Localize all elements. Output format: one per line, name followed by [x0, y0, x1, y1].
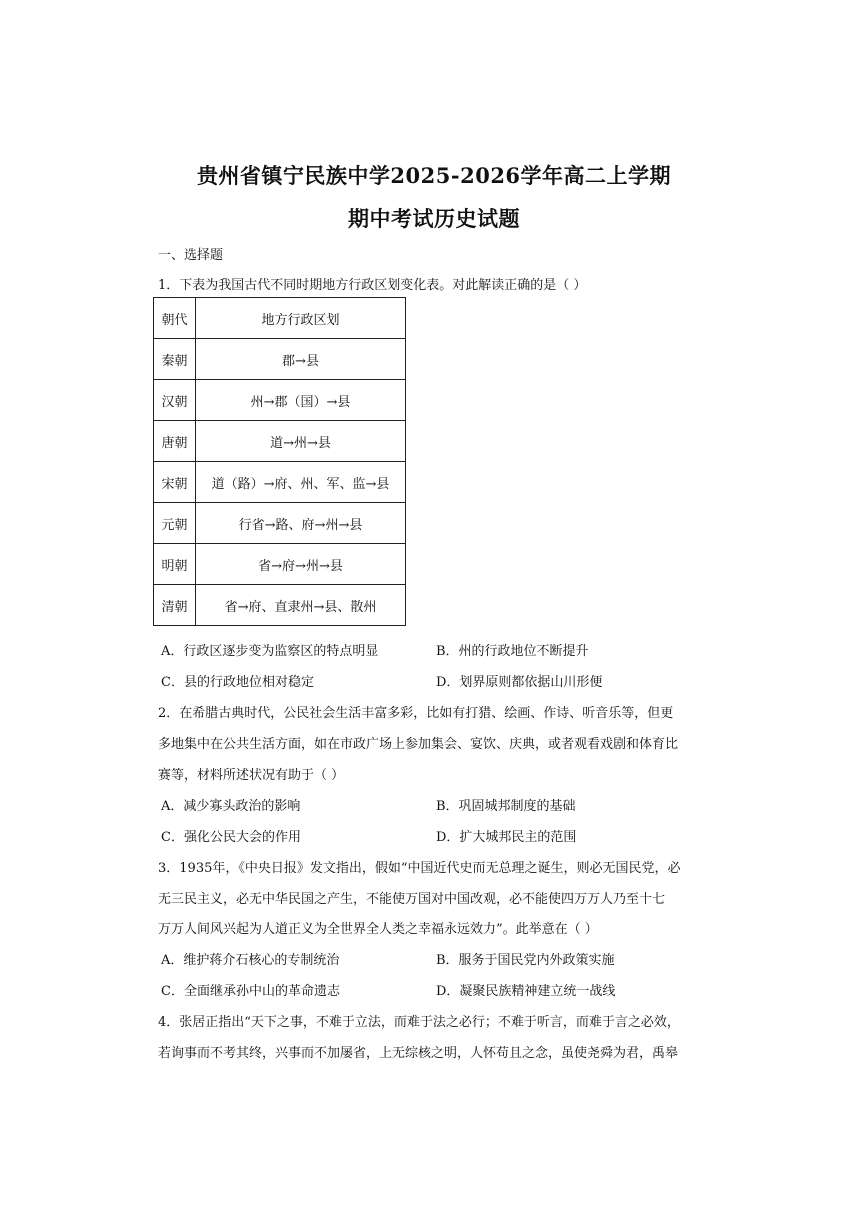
table-row — [154, 462, 406, 503]
admin-division-table — [153, 297, 406, 626]
q1-option-d: D．划界原则都依据山川形便 — [436, 675, 603, 690]
question-2-line: 多地集中在公共生活方面，如在市政广场上参加集会、宴饮、庆典，或者观看戏剧和体育比 — [158, 737, 679, 752]
table-cell: 行省→路、府→州→县 — [196, 503, 406, 544]
table-row — [154, 503, 406, 544]
table-cell: 宋朝 — [154, 462, 196, 503]
table-cell: 明朝 — [154, 544, 196, 585]
q2-option-c: C．强化公民大会的作用 — [161, 830, 301, 845]
table-header-cell: 朝代 — [154, 298, 196, 339]
table-header-row — [154, 298, 406, 339]
table-cell: 省→府→州→县 — [196, 544, 406, 585]
q3-option-a: A．维护蒋介石核心的专制统治 — [161, 953, 340, 968]
q3-option-b: B．服务于国民党内外政策实施 — [436, 953, 615, 968]
table-row — [154, 339, 406, 380]
question-4-line: 若询事而不考其终，兴事而不加屡省，上无综核之明，人怀苟且之念，虽使尧舜为君，禹皋 — [158, 1046, 679, 1061]
q1-option-c: C．县的行政地位相对稳定 — [161, 675, 314, 690]
table-cell: 清朝 — [154, 585, 196, 626]
table-row — [154, 380, 406, 421]
exam-title-line2: 期中考试历史试题 — [348, 206, 520, 231]
q2-option-a: A．减少寡头政治的影响 — [161, 799, 301, 814]
q2-option-d: D．扩大城邦民主的范围 — [436, 830, 577, 845]
table-header-cell: 地方行政区划 — [196, 298, 406, 339]
table-cell: 汉朝 — [154, 380, 196, 421]
question-2-line: 2．在希腊古典时代，公民社会生活丰富多彩，比如有打猎、绘画、作诗、听音乐等，但更 — [158, 706, 674, 721]
q1-option-a: A．行政区逐步变为监察区的特点明显 — [161, 644, 379, 659]
q3-option-c: C．全面继承孙中山的革命遗志 — [161, 984, 340, 999]
table-cell: 州→郡（国）→县 — [196, 380, 406, 421]
table-row — [154, 585, 406, 626]
table-row — [154, 544, 406, 585]
question-2-line: 赛等，材料所述状况有助于（ ） — [158, 768, 345, 783]
table-cell: 道（路）→府、州、军、监→县 — [196, 462, 406, 503]
exam-title-line1: 贵州省镇宁民族中学2025-2026学年高二上学期 — [196, 163, 672, 188]
q3-option-d: D．凝聚民族精神建立统一战线 — [436, 984, 616, 999]
question-3-line: 无三民主义，必无中华民国之产生，不能使万国对中国改观，必不能使四万万人乃至十七 — [158, 892, 666, 907]
table-cell: 道→州→县 — [196, 421, 406, 462]
table-cell: 元朝 — [154, 503, 196, 544]
question-3-line: 万万人间风兴起为人道正义为全世界全人类之幸福永远效力”。此举意在（ ） — [158, 922, 598, 937]
section-heading: 一、选择题 — [158, 248, 224, 263]
table-cell: 省→府、直隶州→县、散州 — [196, 585, 406, 626]
question-4-line: 4．张居正指出“天下之事，不难于立法，而难于法之必行；不难于听言，而难于言之必效， — [158, 1015, 680, 1030]
q2-option-b: B．巩固城邦制度的基础 — [436, 799, 576, 814]
table-cell: 秦朝 — [154, 339, 196, 380]
question-3-line: 3．1935年，《中央日报》发文指出，假如“中国近代史而无总理之诞生，则必无国民党，必 — [158, 861, 681, 876]
table-cell: 唐朝 — [154, 421, 196, 462]
table-row — [154, 421, 406, 462]
table-cell: 郡→县 — [196, 339, 406, 380]
question-1-stem: 1．下表为我国古代不同时期地方行政区划变化表。对此解读正确的是（ ） — [158, 278, 587, 293]
q1-option-b: B．州的行政地位不断提升 — [436, 644, 589, 659]
